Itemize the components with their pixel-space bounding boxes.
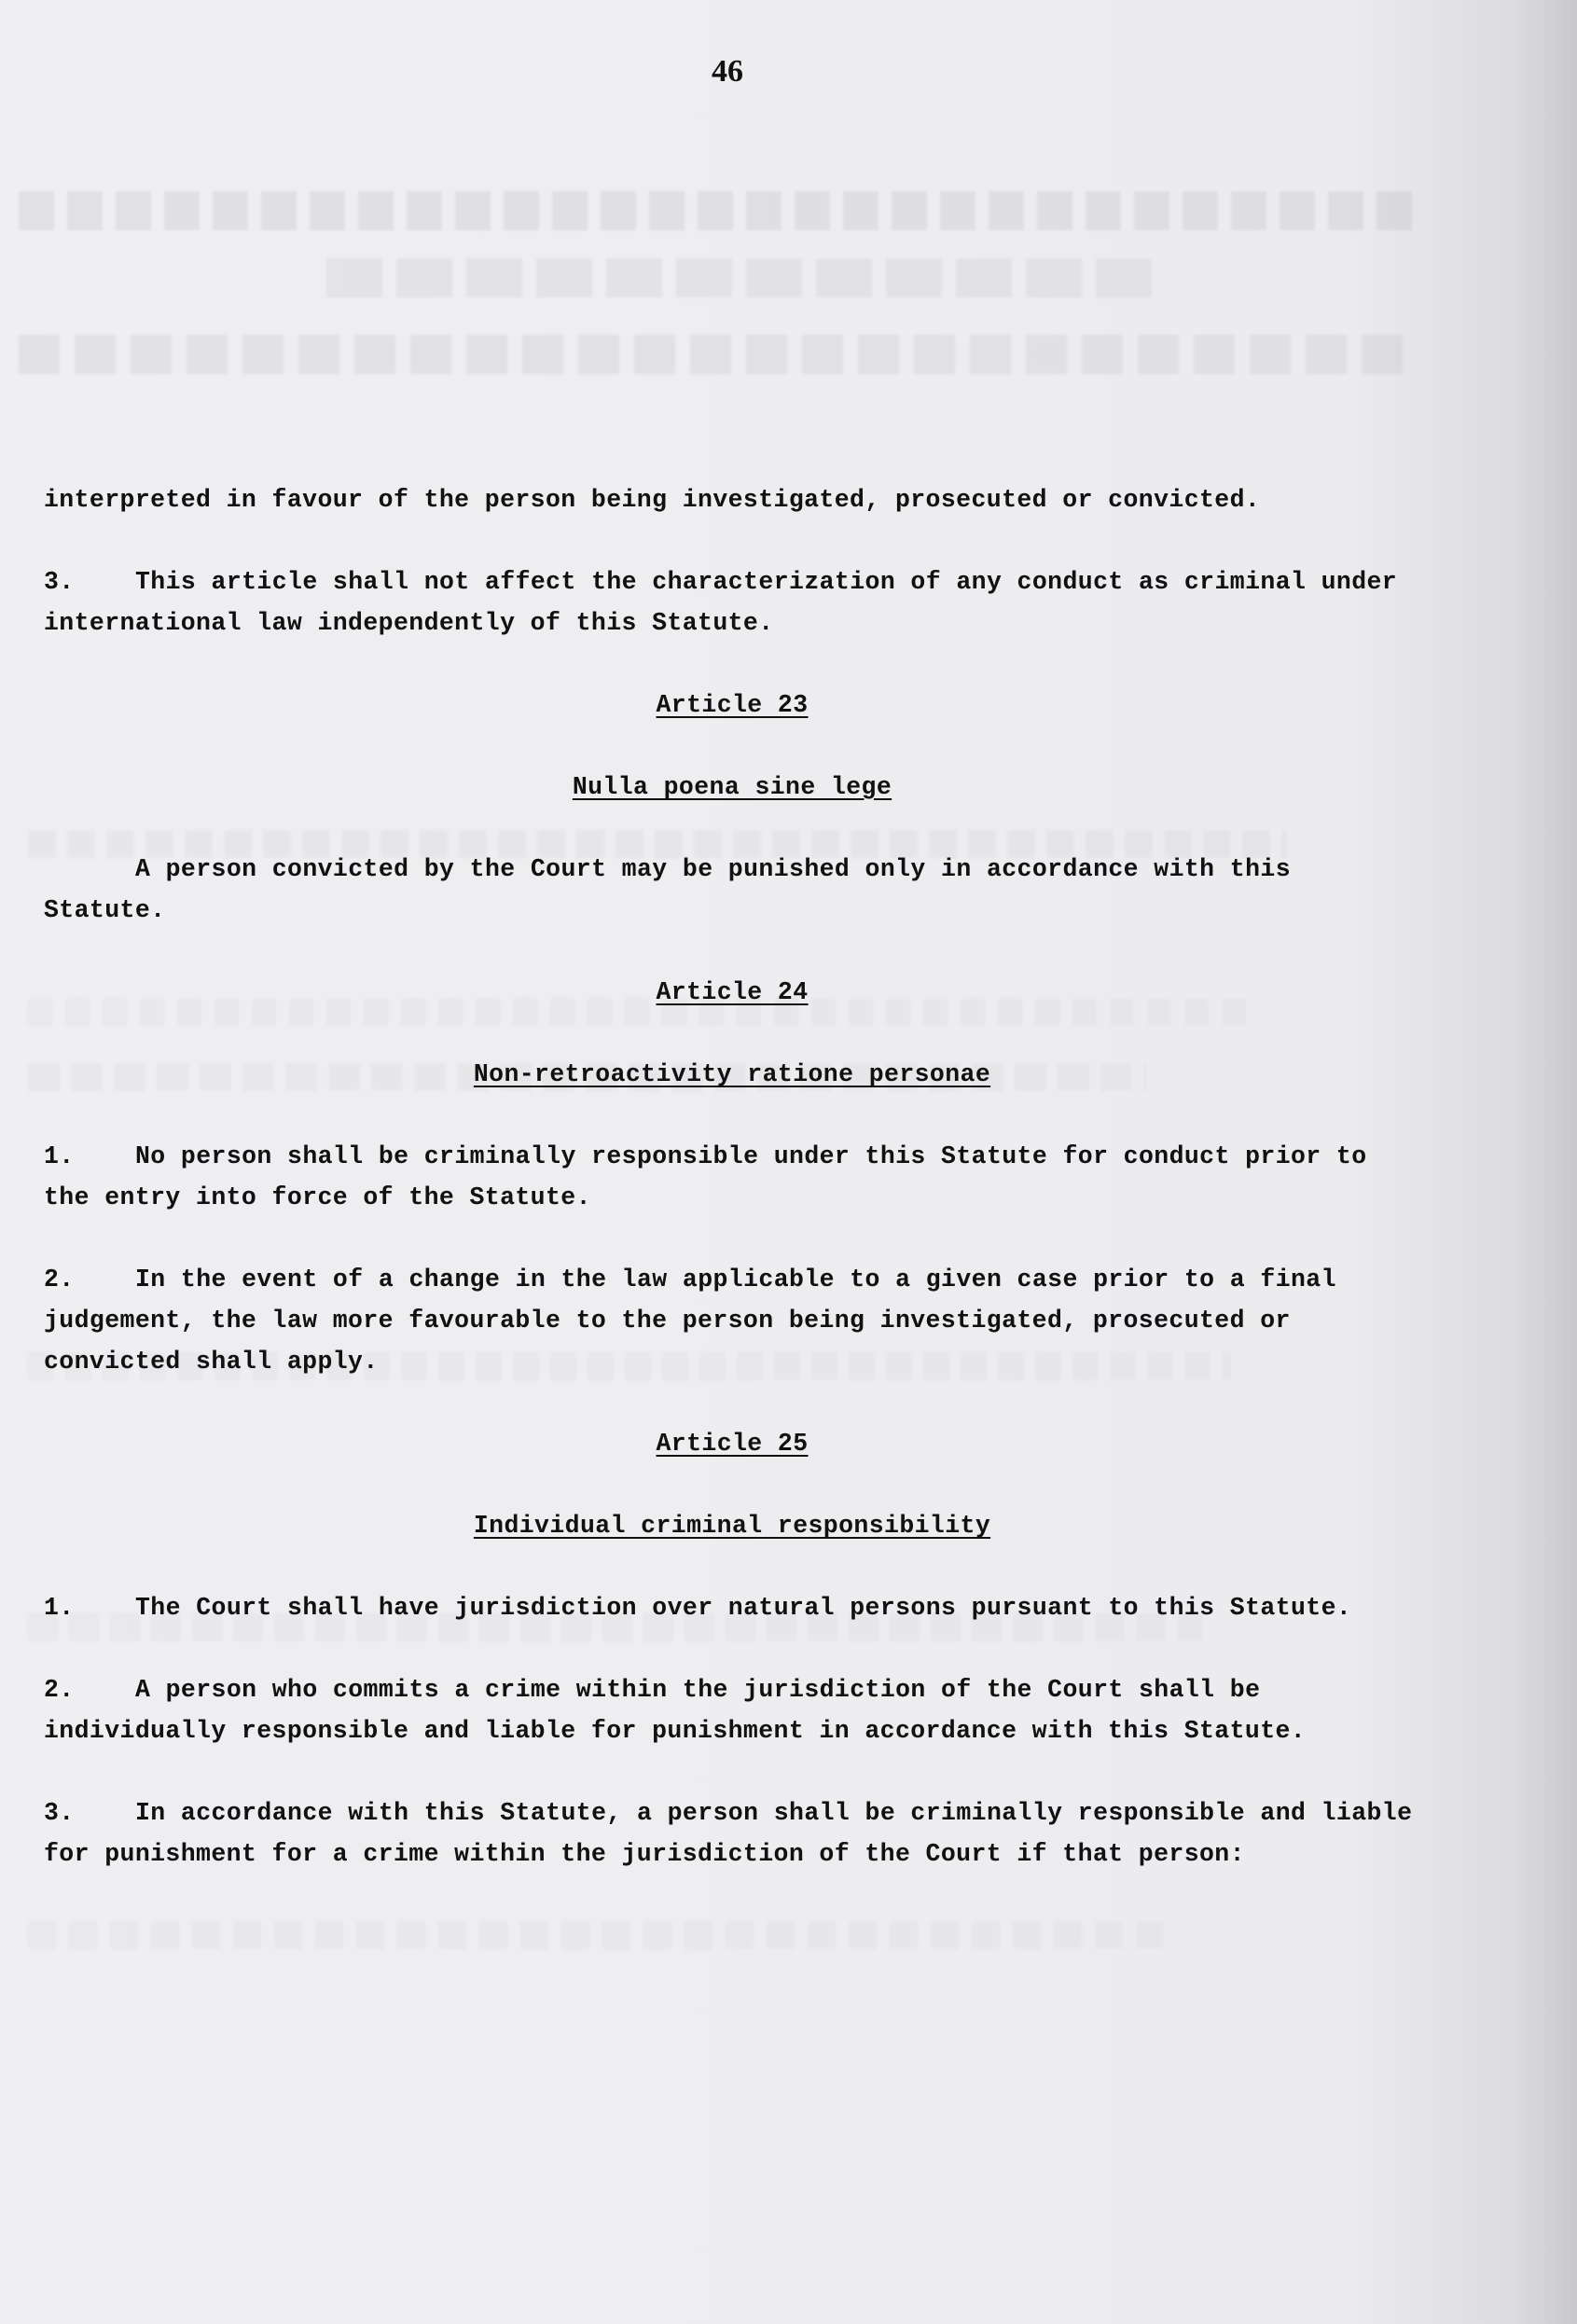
section-heading: Nulla poena sine lege <box>572 773 892 801</box>
paragraph-number: 2. <box>44 1266 75 1293</box>
section-heading: Article 23 <box>656 691 809 719</box>
section-heading: Article 25 <box>656 1430 809 1458</box>
paragraph-number: 2. <box>44 1676 75 1704</box>
bleed-through-texture <box>19 182 1418 424</box>
paragraph-text: A person who commits a crime within the jurisdiction of the Court shall be individually responsible and liable for punishment in accordance with this Statute. <box>44 1676 1307 1745</box>
paragraph-text: No person shall be criminally responsible under this Statute for conduct prior to the entry into force of the Statute. <box>44 1142 1367 1211</box>
section-heading: Article 24 <box>656 978 809 1006</box>
paragraph-text: In the event of a change in the law applicable to a given case prior to a final judgement, the law more favourable to the person being investigated, prosecuted or convicted shall apply. <box>44 1266 1336 1376</box>
numbered-paragraph <box>44 561 1415 643</box>
numbered-paragraph <box>44 1792 1415 1874</box>
numbered-paragraph <box>44 1136 1415 1218</box>
numbered-paragraph <box>44 1259 1415 1382</box>
document-body <box>44 479 1415 1874</box>
paragraph-text: The Court shall have jurisdiction over natural persons pursuant to this Statute. <box>135 1594 1352 1622</box>
paragraph-number: 3. <box>44 1799 75 1827</box>
paragraph-number: 1. <box>44 1594 75 1622</box>
numbered-paragraph <box>44 1587 1415 1628</box>
paragraph-number: 1. <box>44 1142 75 1170</box>
page-number: 46 <box>712 54 743 89</box>
paragraph-text: In accordance with this Statute, a person shall be criminally responsible and liable for punishment for a crime within the jurisdiction of the Court if that person: <box>44 1799 1413 1868</box>
section-heading: Non-retroactivity ratione personae <box>473 1060 991 1088</box>
numbered-paragraph <box>44 1669 1415 1751</box>
paragraph-text: This article shall not affect the characterization of any conduct as criminal under international law independently of this Statute. <box>44 568 1398 637</box>
paragraph: interpreted in favour of the person being investigated, prosecuted or convicted. <box>44 486 1261 514</box>
section-heading: Individual criminal responsibility <box>473 1512 991 1540</box>
paragraph-number: 3. <box>44 568 75 596</box>
paragraph: A person convicted by the Court may be punished only in accordance with this Statute. <box>44 855 1291 924</box>
